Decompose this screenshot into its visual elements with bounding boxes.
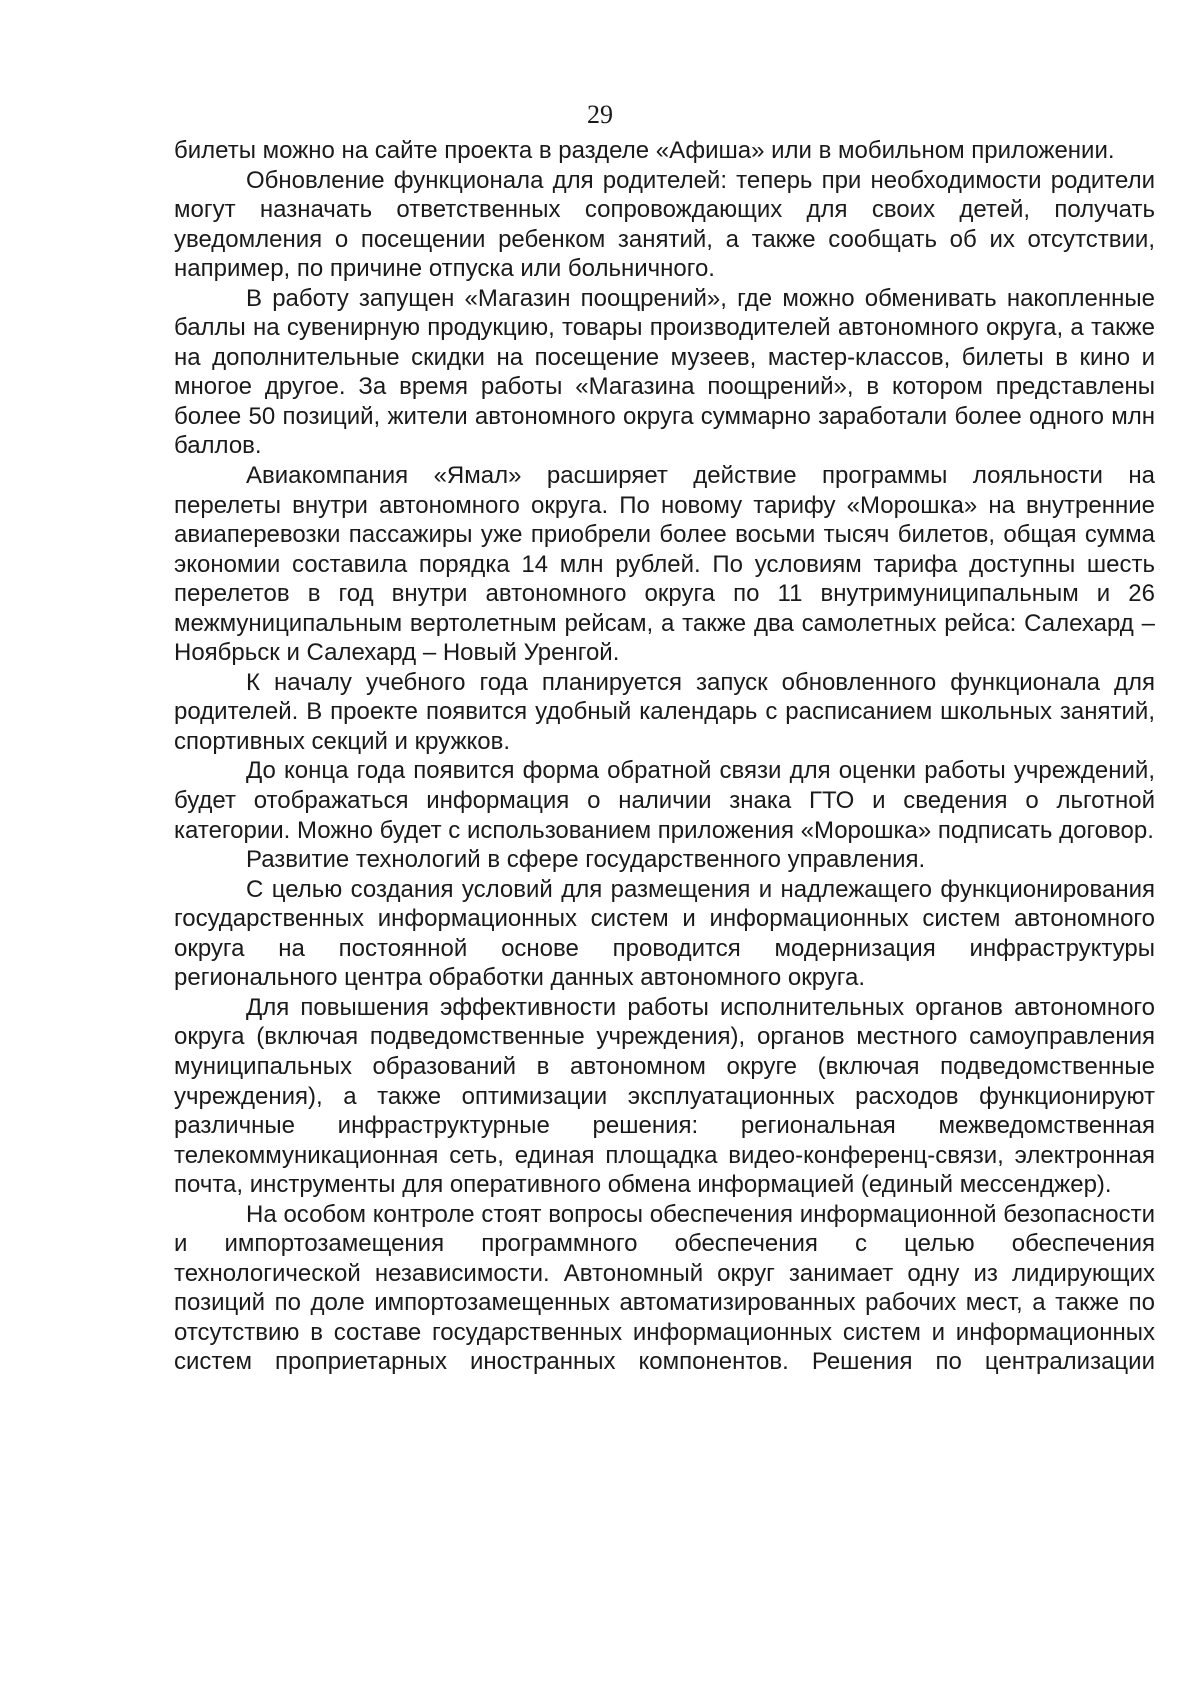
paragraph-feedback-form: До конца года появится форма обратной связи для оценки работы учреждений, будет отображаться информация о наличии знака ГТО и сведения о льготной категории. Можно будет с использованием приложения «Морошка» подписать договор. [174,757,1155,844]
paragraph-school-calendar: К началу учебного года планируется запуск обновленного функционала для родителей. В проекте появится удобный календарь с расписанием школьных занятий, спортивных секций и кружков. [174,668,1155,755]
body-text [174,136,1155,1377]
paragraph-rewards-shop: В работу запущен «Магазин поощрений», где можно обменивать накопленные баллы на сувенирную продукцию, товары производителей автономного округа, а также на дополнительные скидки на посещение музеев, мастер-классов, билеты в кино и многое другое. За время работы «Магазина поощрений», в котором представлены более 50 позиций, жители автономного округа суммарно заработали более одного млн баллов. [174,284,1155,460]
paragraph-infrastructure: Для повышения эффективности работы исполнительных органов автономного округа (включая подведомственные учреждения), органов местного самоуправления муниципальных образований в автономном округе (включая подведомственные учреждения), а также оптимизации эксплуатационных расходов функционируют различные инфраструктурные решения: региональная межведомственная телекоммуникационная сеть, единая площадка видео-конференц-связи, электронная почта, инструменты для оперативного обмена информацией (единый мессенджер). [174,993,1155,1199]
paragraph-data-center: С целью создания условий для размещения и надлежащего функционирования государственных информационных систем и информационных систем автономного округа на постоянной основе проводится модернизация инфраструктуры регионального центра обработки данных автономного округа. [174,875,1155,992]
paragraph-section-heading: Развитие технологий в сфере государственного управления. [246,846,926,874]
paragraph-tickets-continuation: билеты можно на сайте проекта в разделе «Афиша» или в мобильном приложении. [174,137,1115,164]
page-number: 29 [587,100,613,129]
paragraph-yamal-airline: Авиакомпания «Ямал» расширяет действие программы лояльности на перелеты внутри автономного округа. По новому тарифу «Морошка» на внутренние авиаперевозки пассажиры уже приобрели более восьми тысяч билетов, общая сумма экономии составила порядка 14 млн рублей. По условиям тарифа доступны шесть перелетов в год внутри автономного округа по 11 внутримуниципальным и 26 межмуниципальным вертолетным рейсам, а также два самолетных рейса: Салехард – Ноябрьск и Салехард – Новый Уренгой. [174,462,1155,667]
paragraph-parents-update: Обновление функционала для родителей: теперь при необходимости родители могут назначать ответственных сопровождающих для своих детей, получать уведомления о посещении ребенком занятий, а также сообщать об их отсутствии, например, по причине отпуска или больничного. [174,166,1155,283]
paragraph-security: На особом контроле стоят вопросы обеспечения информационной безопасности и импортозамещения программного обеспечения с целью обеспечения технологической независимости. Автономный округ занимает одну из лидирующих позиций по доле импортозамещенных автоматизированных рабочих мест, а также по отсутствию в составе государственных информационных систем и информационных систем проприетарных иностранных компонентов. Решения по централизации [174,1200,1155,1376]
